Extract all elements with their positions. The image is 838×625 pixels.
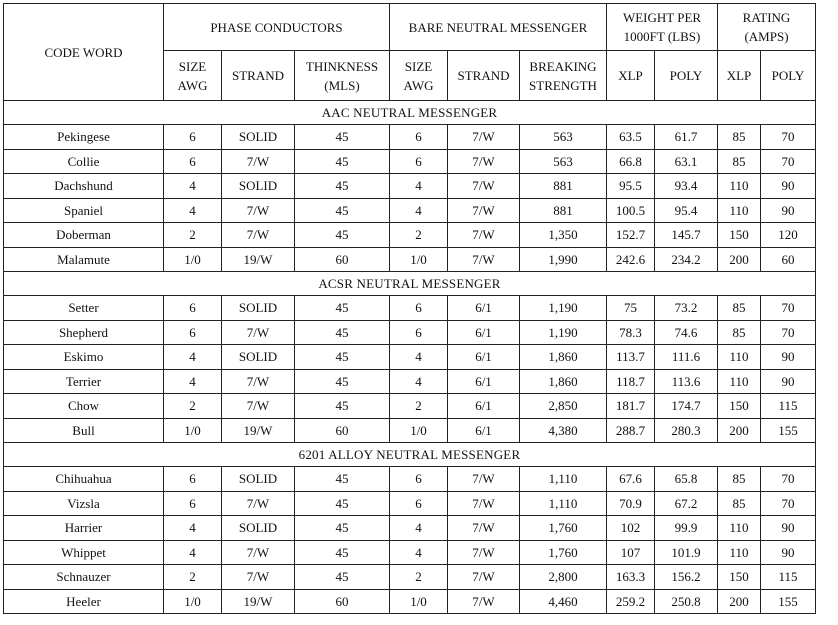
code-word-cell: Pekingese [4, 125, 164, 150]
weight-poly-cell: 145.7 [655, 223, 718, 248]
weight-xlp-cell: 100.5 [607, 198, 655, 223]
conductor-spec-table [3, 3, 816, 614]
breaking-strength-cell: 1,110 [520, 467, 607, 492]
phase-strand-header: STRAND [222, 51, 295, 101]
neutral-size-cell: 6 [390, 125, 448, 150]
weight-header-line1: WEIGHT PER [622, 10, 702, 25]
neutral-strand-cell: 6/1 [448, 369, 520, 394]
code-word-cell: Harrier [4, 516, 164, 541]
phase-strand-cell: SOLID [222, 467, 295, 492]
weight-xlp-cell: 66.8 [607, 149, 655, 174]
neutral-size-cell: 2 [390, 394, 448, 419]
rating-xlp-cell: 200 [718, 418, 761, 443]
neutral-strand-cell: 6/1 [448, 296, 520, 321]
weight-poly-cell: 234.2 [655, 247, 718, 272]
weight-xlp-cell: 107 [607, 540, 655, 565]
weight-poly-cell: 156.2 [655, 565, 718, 590]
phase-conductors-header: PHASE CONDUCTORS [164, 4, 390, 51]
phase-size-line1: SIZE [178, 58, 207, 74]
thickness-cell: 45 [295, 491, 390, 516]
rating-poly-cell: 70 [761, 491, 816, 516]
code-word-header: CODE WORD [4, 4, 164, 101]
rating-xlp-cell: 85 [718, 149, 761, 174]
phase-strand-cell: 7/W [222, 320, 295, 345]
neutral-strand-cell: 7/W [448, 174, 520, 199]
neutral-size-cell: 2 [390, 565, 448, 590]
breaking-line1: BREAKING [529, 58, 597, 74]
phase-size-header [164, 51, 222, 101]
breaking-strength-cell: 563 [520, 149, 607, 174]
code-word-cell: Bull [4, 418, 164, 443]
thickness-line2: (MLS) [324, 77, 360, 93]
breaking-strength-cell: 1,110 [520, 491, 607, 516]
rating-poly-cell: 70 [761, 296, 816, 321]
table-row [4, 174, 816, 199]
breaking-strength-cell: 563 [520, 125, 607, 150]
breaking-strength-cell: 881 [520, 174, 607, 199]
rating-xlp-cell: 110 [718, 369, 761, 394]
neutral-size-line1: SIZE [404, 58, 433, 74]
neutral-size-cell: 6 [390, 491, 448, 516]
neutral-strand-cell: 7/W [448, 491, 520, 516]
rating-poly-cell: 70 [761, 149, 816, 174]
code-word-cell: Malamute [4, 247, 164, 272]
table-row [4, 516, 816, 541]
code-word-cell: Chow [4, 394, 164, 419]
neutral-strand-cell: 7/W [448, 198, 520, 223]
code-word-cell: Terrier [4, 369, 164, 394]
phase-size-cell: 4 [164, 198, 222, 223]
neutral-size-cell: 4 [390, 198, 448, 223]
phase-strand-cell: SOLID [222, 516, 295, 541]
neutral-strand-cell: 7/W [448, 540, 520, 565]
weight-poly-cell: 95.4 [655, 198, 718, 223]
thickness-cell: 45 [295, 345, 390, 370]
code-word-cell: Heeler [4, 589, 164, 614]
neutral-size-cell: 1/0 [390, 247, 448, 272]
rating-xlp-cell: 85 [718, 491, 761, 516]
rating-xlp-cell: 150 [718, 223, 761, 248]
breaking-strength-cell: 2,850 [520, 394, 607, 419]
table-row [4, 320, 816, 345]
code-word-cell: Whippet [4, 540, 164, 565]
weight-poly-cell: 74.6 [655, 320, 718, 345]
phase-strand-cell: 7/W [222, 369, 295, 394]
rating-poly-cell: 70 [761, 125, 816, 150]
rating-poly-cell: 90 [761, 198, 816, 223]
neutral-size-cell: 4 [390, 516, 448, 541]
phase-strand-cell: SOLID [222, 296, 295, 321]
neutral-strand-cell: 7/W [448, 467, 520, 492]
breaking-strength-cell: 4,380 [520, 418, 607, 443]
phase-size-cell: 4 [164, 174, 222, 199]
weight-xlp-cell: 75 [607, 296, 655, 321]
thickness-cell: 45 [295, 198, 390, 223]
code-word-cell: Shepherd [4, 320, 164, 345]
phase-strand-cell: 7/W [222, 565, 295, 590]
weight-poly-cell: 250.8 [655, 589, 718, 614]
thickness-cell: 45 [295, 125, 390, 150]
thickness-line1: THINKNESS [305, 58, 379, 74]
rating-poly-cell: 90 [761, 369, 816, 394]
phase-strand-cell: 7/W [222, 491, 295, 516]
weight-poly-cell: 111.6 [655, 345, 718, 370]
table-row [4, 223, 816, 248]
weight-xlp-cell: 70.9 [607, 491, 655, 516]
breaking-strength-cell: 2,800 [520, 565, 607, 590]
phase-size-cell: 6 [164, 149, 222, 174]
phase-size-cell: 4 [164, 540, 222, 565]
weight-poly-cell: 67.2 [655, 491, 718, 516]
neutral-strand-cell: 6/1 [448, 345, 520, 370]
phase-size-cell: 6 [164, 491, 222, 516]
code-word-cell: Doberman [4, 223, 164, 248]
phase-strand-cell: SOLID [222, 345, 295, 370]
phase-size-cell: 6 [164, 296, 222, 321]
neutral-strand-cell: 6/1 [448, 418, 520, 443]
phase-size-line2: AWG [177, 77, 208, 93]
breaking-strength-header [520, 51, 607, 101]
neutral-strand-cell: 7/W [448, 149, 520, 174]
weight-xlp-cell: 78.3 [607, 320, 655, 345]
rating-xlp-cell: 85 [718, 296, 761, 321]
table-row [4, 491, 816, 516]
phase-strand-cell: 7/W [222, 198, 295, 223]
thickness-cell: 45 [295, 369, 390, 394]
neutral-size-cell: 6 [390, 149, 448, 174]
weight-xlp-cell: 181.7 [607, 394, 655, 419]
rating-poly-header: POLY [761, 51, 816, 101]
thickness-cell: 60 [295, 247, 390, 272]
rating-xlp-cell: 110 [718, 516, 761, 541]
phase-strand-cell: 19/W [222, 418, 295, 443]
table-row [4, 198, 816, 223]
rating-xlp-cell: 85 [718, 467, 761, 492]
phase-strand-cell: 7/W [222, 540, 295, 565]
thickness-header [295, 51, 390, 101]
weight-xlp-cell: 63.5 [607, 125, 655, 150]
neutral-size-cell: 6 [390, 296, 448, 321]
code-word-cell: Vizsla [4, 491, 164, 516]
section-header-row [4, 443, 816, 467]
weight-poly-cell: 63.1 [655, 149, 718, 174]
weight-xlp-cell: 95.5 [607, 174, 655, 199]
phase-size-cell: 4 [164, 345, 222, 370]
rating-poly-cell: 90 [761, 540, 816, 565]
rating-poly-cell: 70 [761, 467, 816, 492]
neutral-size-cell: 1/0 [390, 589, 448, 614]
weight-xlp-cell: 113.7 [607, 345, 655, 370]
code-word-cell: Dachshund [4, 174, 164, 199]
table-row [4, 369, 816, 394]
thickness-cell: 45 [295, 540, 390, 565]
breaking-strength-cell: 1,350 [520, 223, 607, 248]
thickness-cell: 45 [295, 516, 390, 541]
weight-xlp-cell: 242.6 [607, 247, 655, 272]
thickness-cell: 45 [295, 149, 390, 174]
rating-poly-cell: 120 [761, 223, 816, 248]
neutral-strand-cell: 6/1 [448, 320, 520, 345]
phase-strand-cell: 7/W [222, 149, 295, 174]
thickness-cell: 45 [295, 565, 390, 590]
table-row [4, 467, 816, 492]
rating-poly-cell: 115 [761, 394, 816, 419]
rating-poly-cell: 90 [761, 174, 816, 199]
rating-xlp-cell: 110 [718, 540, 761, 565]
table-header [4, 4, 816, 101]
weight-xlp-cell: 67.6 [607, 467, 655, 492]
breaking-line2: STRENGTH [529, 77, 597, 93]
breaking-strength-cell: 881 [520, 198, 607, 223]
bare-neutral-header: BARE NEUTRAL MESSENGER [390, 4, 607, 51]
thickness-cell: 45 [295, 223, 390, 248]
rating-xlp-cell: 200 [718, 247, 761, 272]
neutral-size-cell: 1/0 [390, 418, 448, 443]
phase-strand-cell: 19/W [222, 589, 295, 614]
table-row [4, 394, 816, 419]
neutral-size-cell: 4 [390, 345, 448, 370]
phase-size-cell: 4 [164, 516, 222, 541]
neutral-strand-cell: 7/W [448, 516, 520, 541]
phase-size-cell: 2 [164, 223, 222, 248]
rating-xlp-cell: 150 [718, 565, 761, 590]
neutral-strand-header: STRAND [448, 51, 520, 101]
weight-poly-header: POLY [655, 51, 718, 101]
thickness-cell: 45 [295, 174, 390, 199]
weight-xlp-cell: 102 [607, 516, 655, 541]
phase-size-cell: 6 [164, 125, 222, 150]
section-title: ACSR NEUTRAL MESSENGER [4, 272, 816, 296]
code-word-cell: Schnauzer [4, 565, 164, 590]
breaking-strength-cell: 1,190 [520, 320, 607, 345]
table-row [4, 149, 816, 174]
phase-strand-cell: 7/W [222, 394, 295, 419]
table-row [4, 345, 816, 370]
rating-header [718, 4, 816, 51]
table-row [4, 540, 816, 565]
neutral-size-line2: AWG [403, 77, 434, 93]
neutral-size-cell: 4 [390, 174, 448, 199]
rating-poly-cell: 90 [761, 345, 816, 370]
weight-xlp-header: XLP [607, 51, 655, 101]
section-header-row [4, 101, 816, 125]
table-row [4, 247, 816, 272]
weight-poly-cell: 101.9 [655, 540, 718, 565]
weight-xlp-cell: 152.7 [607, 223, 655, 248]
phase-strand-cell: 19/W [222, 247, 295, 272]
phase-size-cell: 6 [164, 467, 222, 492]
code-word-cell: Spaniel [4, 198, 164, 223]
rating-xlp-cell: 110 [718, 174, 761, 199]
breaking-strength-cell: 1,990 [520, 247, 607, 272]
rating-xlp-cell: 85 [718, 125, 761, 150]
weight-xlp-cell: 259.2 [607, 589, 655, 614]
table-body [4, 101, 816, 614]
breaking-strength-cell: 4,460 [520, 589, 607, 614]
neutral-strand-cell: 7/W [448, 247, 520, 272]
section-title: AAC NEUTRAL MESSENGER [4, 101, 816, 125]
thickness-cell: 45 [295, 296, 390, 321]
rating-xlp-cell: 85 [718, 320, 761, 345]
weight-xlp-cell: 163.3 [607, 565, 655, 590]
code-word-cell: Chihuahua [4, 467, 164, 492]
phase-size-cell: 2 [164, 394, 222, 419]
thickness-cell: 45 [295, 320, 390, 345]
breaking-strength-cell: 1,860 [520, 345, 607, 370]
thickness-cell: 45 [295, 394, 390, 419]
neutral-size-header [390, 51, 448, 101]
weight-header-line2: 1000FT (LBS) [623, 29, 701, 44]
table-row [4, 296, 816, 321]
breaking-strength-cell: 1,760 [520, 516, 607, 541]
rating-xlp-header: XLP [718, 51, 761, 101]
rating-xlp-cell: 200 [718, 589, 761, 614]
weight-xlp-cell: 288.7 [607, 418, 655, 443]
neutral-strand-cell: 7/W [448, 565, 520, 590]
weight-poly-cell: 73.2 [655, 296, 718, 321]
neutral-size-cell: 6 [390, 320, 448, 345]
table-row [4, 589, 816, 614]
phase-strand-cell: SOLID [222, 174, 295, 199]
weight-poly-cell: 280.3 [655, 418, 718, 443]
breaking-strength-cell: 1,860 [520, 369, 607, 394]
thickness-cell: 45 [295, 467, 390, 492]
phase-size-cell: 4 [164, 369, 222, 394]
rating-poly-cell: 60 [761, 247, 816, 272]
neutral-strand-cell: 7/W [448, 589, 520, 614]
section-header-row [4, 272, 816, 296]
breaking-strength-cell: 1,760 [520, 540, 607, 565]
neutral-size-cell: 2 [390, 223, 448, 248]
rating-xlp-cell: 110 [718, 198, 761, 223]
weight-poly-cell: 174.7 [655, 394, 718, 419]
neutral-strand-cell: 7/W [448, 223, 520, 248]
phase-size-cell: 1/0 [164, 589, 222, 614]
neutral-strand-cell: 7/W [448, 125, 520, 150]
table-container [3, 3, 816, 614]
rating-poly-cell: 90 [761, 516, 816, 541]
table-row [4, 418, 816, 443]
rating-poly-cell: 115 [761, 565, 816, 590]
table-row [4, 565, 816, 590]
rating-poly-cell: 155 [761, 418, 816, 443]
thickness-cell: 60 [295, 589, 390, 614]
phase-size-cell: 2 [164, 565, 222, 590]
phase-strand-cell: 7/W [222, 223, 295, 248]
rating-xlp-cell: 110 [718, 345, 761, 370]
section-title: 6201 ALLOY NEUTRAL MESSENGER [4, 443, 816, 467]
rating-xlp-cell: 150 [718, 394, 761, 419]
weight-poly-cell: 99.9 [655, 516, 718, 541]
weight-poly-cell: 65.8 [655, 467, 718, 492]
table-row [4, 125, 816, 150]
code-word-cell: Setter [4, 296, 164, 321]
weight-poly-cell: 113.6 [655, 369, 718, 394]
rating-poly-cell: 155 [761, 589, 816, 614]
phase-size-cell: 1/0 [164, 247, 222, 272]
weight-header [607, 4, 718, 51]
rating-poly-cell: 70 [761, 320, 816, 345]
code-word-cell: Eskimo [4, 345, 164, 370]
rating-header-line2: (AMPS) [744, 29, 789, 44]
neutral-strand-cell: 6/1 [448, 394, 520, 419]
neutral-size-cell: 6 [390, 467, 448, 492]
phase-strand-cell: SOLID [222, 125, 295, 150]
weight-xlp-cell: 118.7 [607, 369, 655, 394]
phase-size-cell: 6 [164, 320, 222, 345]
breaking-strength-cell: 1,190 [520, 296, 607, 321]
phase-size-cell: 1/0 [164, 418, 222, 443]
weight-poly-cell: 93.4 [655, 174, 718, 199]
rating-header-line1: RATING [742, 10, 791, 25]
neutral-size-cell: 4 [390, 369, 448, 394]
thickness-cell: 60 [295, 418, 390, 443]
code-word-cell: Collie [4, 149, 164, 174]
weight-poly-cell: 61.7 [655, 125, 718, 150]
neutral-size-cell: 4 [390, 540, 448, 565]
